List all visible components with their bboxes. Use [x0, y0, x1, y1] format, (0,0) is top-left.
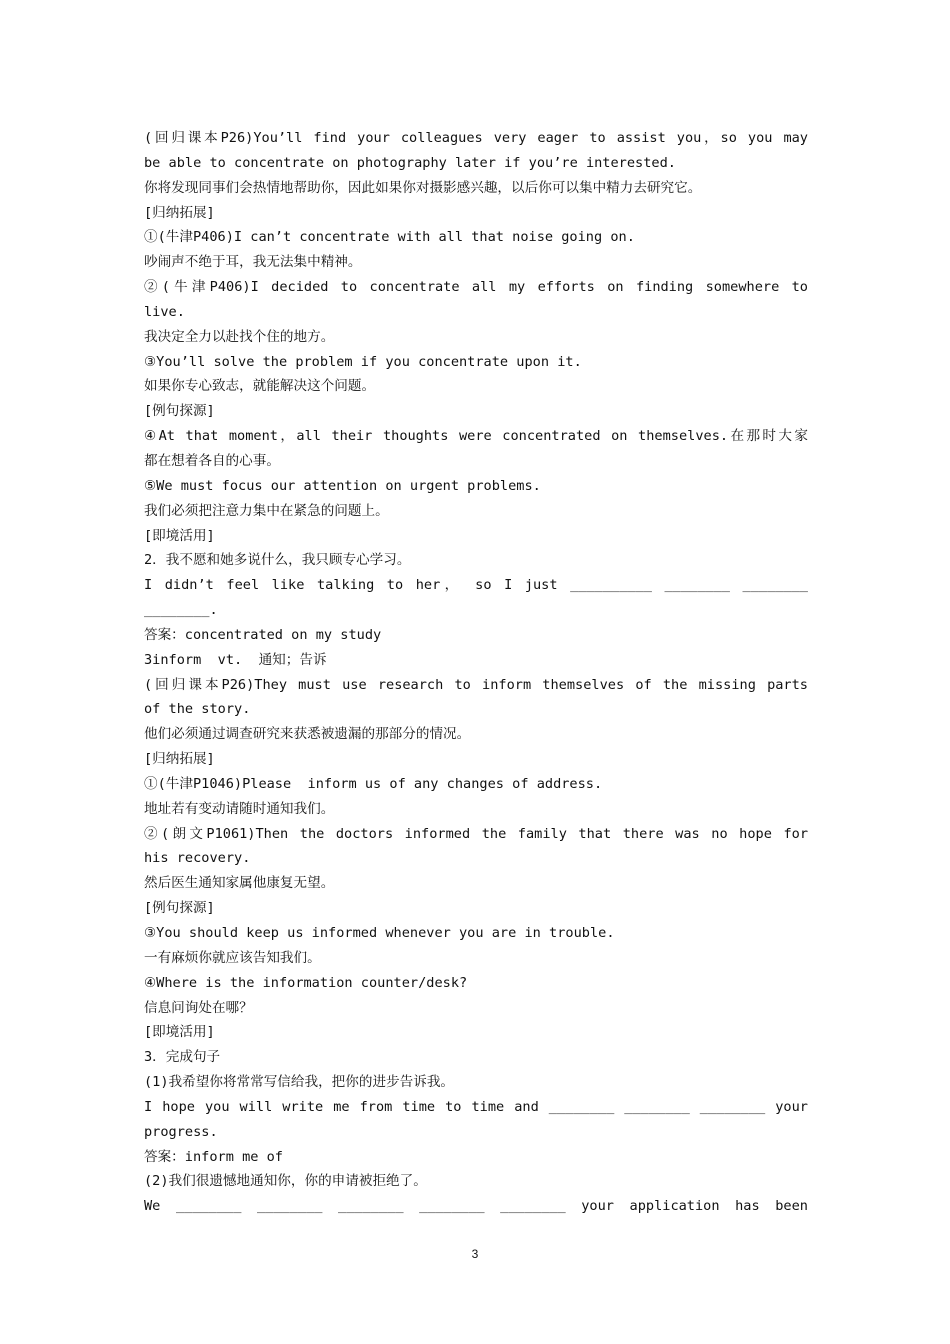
text-line: 如果你专心致志，就能解决这个问题。 [144, 378, 376, 395]
text-line: 我们必须把注意力集中在紧急的问题上。 [144, 502, 389, 519]
answer-line: 答案：inform me of [144, 1148, 283, 1165]
text-line: 然后医生通知家属他康复无望。 [144, 875, 335, 892]
answer-line: 答案：concentrated on my study [144, 626, 382, 643]
text-line: ①(牛津P1046)Please inform us of any changes of address. [144, 775, 603, 792]
section-label: [例句探源] [144, 403, 215, 420]
text-line: I didn’t feel like talking to her， so I just __________ ________ ________ [144, 577, 808, 594]
question-line: 2．我不愿和她多说什么，我只顾专心学习。 [144, 552, 411, 569]
text-line: ④At that moment，all their thoughts were concentrated on themselves.在那时大家 [144, 428, 808, 445]
text-line: live. [144, 303, 185, 320]
text-line: his recovery. [144, 850, 251, 867]
section-label: [例句探源] [144, 900, 215, 917]
text-line: We ________ ________ ________ ________ ________ your application has been [144, 1198, 808, 1215]
section-label: [归纳拓展] [144, 204, 215, 221]
text-line: 地址若有变动请随时通知我们。 [144, 800, 335, 817]
text-line: 你将发现同事们会热情地帮助你，因此如果你对摄影感兴趣，以后你可以集中精力去研究它。 [144, 179, 702, 196]
text-line: ②(牛津P406)I decided to concentrate all my efforts on finding somewhere to [144, 279, 808, 296]
question-line: 3．完成句子 [144, 1049, 221, 1066]
vocab-heading: 3inform vt. 通知；告诉 [144, 651, 327, 668]
text-line: 我决定全力以赴找个住的地方。 [144, 328, 335, 345]
text-line: ③You’ll solve the problem if you concentrate upon it. [144, 353, 582, 370]
document-body [144, 126, 808, 1219]
text-line: I hope you will write me from time to time and ________ ________ ________ your [144, 1098, 808, 1115]
section-label: [归纳拓展] [144, 751, 215, 768]
text-line: 吵闹声不绝于耳，我无法集中精神。 [144, 254, 362, 271]
text-line: be able to concentrate on photography later if you’re interested. [144, 154, 676, 171]
text-line: ⑤We must focus our attention on urgent problems. [144, 477, 541, 494]
text-line: 都在想着各自的心事。 [144, 452, 280, 469]
text-line: ④Where is the information counter/desk? [144, 974, 468, 991]
text-line: 信息问询处在哪？ [144, 999, 253, 1016]
text-line: ③You should keep us informed whenever you are in trouble. [144, 925, 615, 941]
text-line: ________. [144, 602, 218, 619]
section-label: [即境活用] [144, 527, 215, 544]
text-line: ①(牛津P406)I can’t concentrate with all that noise going on. [144, 229, 635, 246]
text-line: (回归课本P26)They must use research to inform themselves of the missing parts [144, 676, 808, 693]
question-line: (2)我们很遗憾地通知你，你的申请被拒绝了。 [144, 1173, 427, 1190]
text-line: progress. [144, 1123, 218, 1140]
text-line: (回归课本P26)You’ll find your colleagues very eager to assist you，so you may [144, 130, 808, 146]
text-line: of the story. [144, 701, 251, 718]
text-line: 一有麻烦你就应该告知我们。 [144, 949, 321, 966]
section-label: [即境活用] [144, 1024, 215, 1041]
question-line: (1)我希望你将常常写信给我，把你的进步告诉我。 [144, 1074, 455, 1091]
page-number: 3 [471, 1247, 479, 1261]
text-line: ②(朗文P1061)Then the doctors informed the family that there was no hope for [144, 825, 808, 842]
text-line: 他们必须通过调查研究来获悉被遗漏的那部分的情况。 [144, 726, 471, 743]
